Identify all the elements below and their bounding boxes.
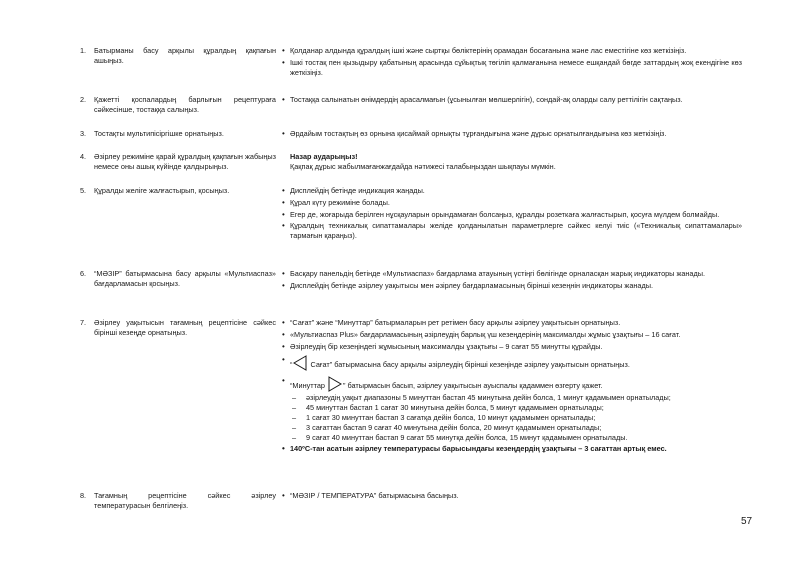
bullet: • “Сағат” және “Минуттар” батырмаларын рет ретімен басу арқылы әзірлеу уақытысын орнатыңыз. [282, 318, 742, 328]
clock-bullet-post: Сағат” батырмасына басу арқылы әзірлеудің бірінші кезеңінде әзірлеу уақытысын орнатыңыз. [308, 360, 630, 370]
dash-item: – 1 сағат 30 минуттан бастап 3 сағатқа дейін болса, 10 минут қадамымен орнатылады; [282, 413, 742, 423]
step-text: Тағамның рецептісіне сәйкес әзірлеу температурасын белгілеңіз. [94, 491, 276, 510]
step-text: Қажетті қоспалардың барлығын рецептураға сәйкесінше, тостаққа салыңыз. [94, 95, 276, 114]
bullet: • Құрал күту режиміне болады. [282, 198, 742, 208]
bullet: • Тостаққа салынатын өнімдердің арасалмағын (ұсынылған мөлшерлігін), сондай-ақ оларды салу реттілігін сақтаңыз. [282, 95, 742, 105]
bullet: • Дисплейдің бетінде индикация жаңады. [282, 186, 742, 196]
minutes-bullet-post: ” батырмасын басып, әзірлеу уақытысын ауыспалы қадаммен өзгерту қажет. [343, 381, 603, 391]
bullet: • Басқару панельдің бетінде «Мультиаспаз» бағдарлама атауының үстіңгі бөлігінде орналасқан жарық индикаторы жанады. [282, 269, 742, 279]
step-text: Батырманы басу арқылы құралдың қақпағын ашыңыз. [94, 46, 276, 65]
step-text: “МӘЗІР” батырмасына басу арқылы «Мультиаспаз» бағдарламасын қосыңыз. [94, 269, 276, 288]
step-number: 7. [80, 318, 87, 327]
page-number: 57 [741, 516, 753, 527]
step-bullets [282, 129, 742, 141]
dash-item: – 3 сағаттан бастап 9 сағат 40 минутына дейін болса, 20 минут қадамымен орнатылады; [282, 423, 742, 433]
step-number: 8. [80, 491, 87, 500]
step-number: 3. [80, 129, 87, 138]
step-text: Әзірлеу режиміне қарай құралдың қақпағын жабыңыз немесе оны ашық күйінде қалдырыңыз. [94, 152, 276, 171]
dash-item: – 9 сағат 40 минуттан бастап 9 сағат 55 минутқа дейін болса, 15 минут қадамымен орнатылады. [282, 433, 742, 443]
step-number: 1. [80, 46, 87, 55]
dash-item: – 45 минуттан бастап 1 сағат 30 минутына дейін болса, 5 минут қадамымен орнатылады; [282, 403, 742, 413]
attention-text: Қақпақ дұрыс жабылмағанжағдайда нәтижесі талабыңыздан шықпауы мүмкін. [290, 161, 556, 171]
bullet: • Егер де, жоғарыда берілген нұсқауларын орындамаған болсаңыз, құралды розеткаға жалғастырып, қосуға мүлдем болмайды. [282, 210, 742, 220]
bullet: • Дисплейдің бетінде әзірлеу уақытысы мен әзірлеу бағдарламасының бірінші кезеңнін индикаторы жанады. [282, 281, 742, 291]
attention-title: Назар аударыңыз! [290, 152, 358, 161]
bullet: • Қолданар алдында құралдың ішкі және сыртқы бөліктерінің орамадан босағанына және лас еместігіне көз жеткізіңіз. [282, 46, 742, 56]
left-triangle-icon [293, 355, 307, 371]
step-number: 5. [80, 186, 87, 195]
step-bullets [282, 46, 742, 79]
bold-bullet: • 140ºС-тан асатын әзірлеу температурасы барысындағы кезеңдердің ұзақтығы – 3 сағаттан артық емес. [282, 444, 742, 454]
step-bullets [282, 186, 742, 243]
clock-bullet-pre: “ [290, 360, 293, 370]
bullet: • Әзірлеудің бір кезеңіндегі жұмысының максималды ұзақтығы – 9 сағат 55 минутты құрайды. [282, 342, 742, 352]
right-triangle-icon [328, 376, 342, 392]
step-text: Әзірлеу уақытысын тағамның рецептісіне сәйкес бірінші кезеңде орнатыңыз. [94, 318, 276, 337]
step-bullets [282, 318, 742, 456]
bullet: • Әрдайым тостақтың өз орнына қисаймай орнықты тұрғандығына және дұрыс орнатылғандығына көз жеткізіңіз. [282, 129, 742, 139]
step-number: 4. [80, 152, 87, 161]
bullet: • “МӘЗІР / ТЕМПЕРАТУРА” батырмасына басыңыз. [282, 491, 742, 501]
step-bullets [282, 152, 742, 174]
bullet: • Ішкі тостақ пен қызыдыру қабатының арасында сұйықтық төгіліп қалмағанына немесе ешқандай бөгде заттардың жоқ екендігіне көз жеткізіңіз. [282, 58, 742, 78]
step-text: Тостақты мультипісіргішке орнатыңыз. [94, 129, 224, 138]
dash-item: – әзірлеудің уақыт диапазоны 5 минуттан бастап 45 минутына дейін болса, 1 минут қадамымен орнатылады; [282, 393, 742, 403]
step-number: 6. [80, 269, 87, 278]
minutes-bullet [282, 376, 742, 392]
clock-bullet [282, 355, 742, 371]
bullet: • Құралдың техникалық сипаттамалары желіде қолданылатын параметрлерге сәйкес келуі тиіс («Техникалық сипаттамалары» тармағын қараңыз). [282, 221, 742, 241]
minutes-bullet-pre: “Минуттар [290, 381, 328, 391]
step-bullets [282, 491, 742, 503]
step-bullets [282, 95, 742, 107]
bullet: • «Мультиаспаз Plus» бағдарламасының әзірлеудің барлық үш кезеңдерінің максималды жұмыс ұзақтығы – 16 сағат. [282, 330, 742, 340]
step-number: 2. [80, 95, 87, 104]
step-text: Құралды желіге жалғастырып, қосыңыз. [94, 186, 230, 195]
step-bullets [282, 269, 742, 293]
